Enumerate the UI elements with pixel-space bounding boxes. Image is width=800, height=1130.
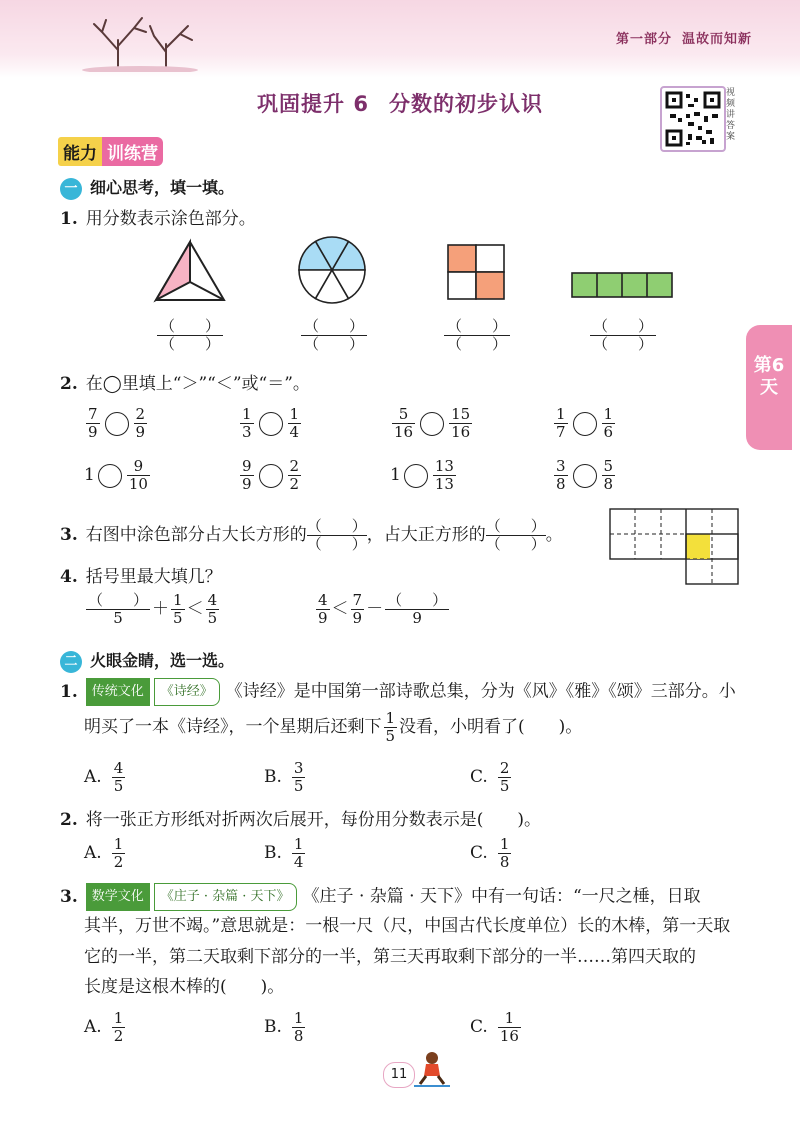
fraction-numerator: 1: [498, 1010, 521, 1028]
header-part: 第一部分: [615, 32, 672, 47]
fraction-denominator: 8: [293, 1027, 304, 1045]
option-fraction: [112, 836, 126, 871]
question-3: [60, 518, 563, 553]
fraction-numerator: 3: [556, 457, 566, 475]
question-4-right-blank[interactable]: $\frac{( )}{9}$: [387, 591, 448, 627]
answer-blank-4[interactable]: （ ） （ ）: [590, 318, 656, 353]
fraction-denominator: 3: [242, 423, 252, 441]
book-tag-zhuangzi: 《庄子 · 杂篇 · 天下》: [154, 883, 297, 911]
comparison-item: [390, 406, 474, 441]
rectangle-strip-figure: [570, 271, 674, 299]
fraction-numerator: 4: [113, 759, 124, 777]
choice-question-1: 1. 传统文化 《诗经》 《诗经》是中国第一部诗歌总集，分为《风》《雅》《颂》三部分。小: [60, 678, 750, 706]
section-two-title: 火眼金睛，选一选。: [90, 651, 235, 670]
fraction-numerator: 3: [293, 759, 304, 777]
fraction-denominator: 13: [434, 475, 454, 493]
fraction-numerator: 9: [242, 457, 252, 475]
left-fraction: [240, 458, 254, 493]
option-label: A.: [84, 1017, 102, 1037]
question-3-blank-1[interactable]: $\frac{( )}{( )}$: [306, 517, 367, 553]
fraction-numerator: 5: [392, 406, 415, 424]
section-one-icon: 一: [60, 178, 82, 200]
left-fraction: [240, 406, 254, 441]
option-c[interactable]: [470, 760, 513, 795]
question-4-right-expression: $\frac{4}{9}$ ＜ $\frac{7}{9}$ － $\frac{( )}{9}$: [318, 591, 448, 627]
question-3-blank-2[interactable]: $\frac{( )}{( )}$: [485, 517, 546, 553]
book-tag: 《诗经》: [154, 678, 220, 706]
choice-question-3-line-3: 它的一半，第二天取剩下部分的一半，第三天再取剩下部分的一半……第四天取的: [84, 947, 696, 967]
comparison-item: [238, 458, 303, 493]
section-one-title: 细心思考，填一填。: [90, 178, 235, 197]
square-figure: [446, 243, 506, 301]
left-fraction: [86, 406, 100, 441]
answer-blank-3[interactable]: （ ） （ ）: [444, 318, 510, 353]
circle-figure: [296, 234, 368, 306]
option-fraction: [498, 760, 512, 795]
option-label: B.: [264, 843, 282, 863]
right-fraction: [288, 406, 302, 441]
fraction-denominator: 16: [451, 423, 471, 441]
option-label: B.: [264, 1017, 282, 1037]
math-culture-tag: 数学文化: [86, 883, 150, 911]
grid-rectangle-figure: [608, 507, 740, 587]
question-1: [60, 206, 256, 232]
option-a[interactable]: [84, 836, 127, 871]
comparison-circle[interactable]: [105, 412, 129, 436]
question-4-text: 括号里最大填几？: [85, 567, 222, 587]
left-fraction: [554, 406, 568, 441]
skater-icon: [412, 1050, 452, 1090]
right-fraction: [127, 458, 150, 493]
fraction-denominator: 2: [113, 853, 124, 871]
option-fraction: [292, 836, 306, 871]
comparison-item: [552, 406, 617, 441]
traditional-culture-tag: 传统文化: [86, 678, 150, 706]
question-2-text: 在◯里填上“＞”“＜”或“＝”。: [85, 374, 310, 394]
option-label: C.: [470, 1017, 488, 1037]
option-fraction: [498, 1010, 521, 1045]
option-label: C.: [470, 843, 488, 863]
fraction-numerator: 1: [293, 835, 304, 853]
option-a[interactable]: [84, 760, 127, 795]
choice-question-3: 3. 数学文化 《庄子 · 杂篇 · 天下》 《庄子 · 杂篇 · 天下》中有一句话：“一尺之棰，日取: [60, 883, 760, 911]
comparison-circle[interactable]: [259, 464, 283, 488]
fraction-denominator: 5: [499, 777, 510, 795]
question-3-text-2: ，占大正方形的: [366, 525, 486, 545]
fraction-denominator: 8: [603, 475, 614, 493]
fraction-denominator: 7: [556, 423, 566, 441]
qr-code-icon[interactable]: [660, 86, 726, 152]
question-3-text-3: 。: [545, 525, 563, 545]
fraction-numerator: 7: [88, 405, 98, 423]
page-number: 11: [383, 1062, 415, 1088]
fraction-numerator: 1: [293, 1009, 304, 1027]
right-fraction: [449, 406, 472, 441]
fraction-denominator: 9: [242, 475, 252, 493]
fraction-denominator: 5: [293, 777, 304, 795]
section-two-icon: 二: [60, 651, 82, 673]
fraction-denominator: 5: [113, 777, 124, 795]
fraction-denominator: 9: [135, 423, 146, 441]
badge-part-a: 能力: [58, 137, 102, 166]
title-prefix: 巩固提升 6: [257, 92, 369, 116]
question-2: [60, 371, 310, 397]
option-fraction: [112, 1010, 126, 1045]
option-c[interactable]: [470, 836, 513, 871]
question-4: [60, 564, 222, 590]
fraction-numerator: 5: [603, 457, 614, 475]
option-label: C.: [470, 767, 488, 787]
right-fraction: [433, 458, 456, 493]
fraction-denominator: 10: [128, 475, 148, 493]
question-3-number: 3.: [60, 525, 78, 545]
fraction-numerator: 2: [499, 759, 510, 777]
right-fraction: [134, 406, 148, 441]
section-badge: [58, 137, 163, 165]
qr-code-block[interactable]: [660, 86, 740, 154]
option-b[interactable]: [264, 760, 307, 795]
whole-number: 1: [84, 465, 95, 485]
option-a[interactable]: [84, 1010, 127, 1045]
fraction-numerator: 9: [127, 458, 150, 476]
fraction-numerator: 1: [603, 405, 614, 423]
question-4-number: 4.: [60, 567, 78, 587]
question-4-left-expression: $\frac{( )}{5}$ ＋ $\frac{1}{5}$ ＜ $\frac{4}{5}$: [88, 591, 218, 627]
tree-illustration: [80, 10, 200, 72]
fraction-numerator: 2: [289, 457, 300, 475]
fraction-numerator: 1: [556, 405, 566, 423]
question-4-left-blank[interactable]: $\frac{( )}{5}$: [88, 591, 149, 627]
question-1-text: 用分数表示涂色部分。: [85, 209, 256, 229]
day-side-tab: 第6天: [746, 325, 792, 450]
fraction-denominator: 4: [289, 423, 300, 441]
triangle-figure: [150, 238, 230, 304]
header-text: [616, 28, 752, 47]
comparison-circle[interactable]: [259, 412, 283, 436]
section-one-heading: [60, 175, 234, 200]
comparison-circle[interactable]: [98, 464, 122, 488]
fraction-denominator: 6: [603, 423, 614, 441]
choice-question-3-line-2: 其半，万世不竭。”意思就是：一根一尺（尺，中国古代长度单位）长的木棒，第一天取: [84, 916, 731, 936]
option-fraction: [292, 1010, 306, 1045]
answer-blank-2[interactable]: （ ） （ ）: [301, 318, 367, 353]
option-b[interactable]: [264, 1010, 307, 1045]
option-b[interactable]: [264, 836, 307, 871]
fraction-numerator: 13: [434, 457, 454, 475]
right-fraction: [288, 458, 302, 493]
choice-question-1-line-2: 明买了一本《诗经》，一个星期后还剩下 $\frac{1}{5}$ 没看，小明看了( )。: [84, 709, 583, 745]
fraction-numerator: 1: [113, 1009, 124, 1027]
comparison-item: [84, 406, 149, 441]
comparison-circle[interactable]: [573, 464, 597, 488]
answer-blank-1[interactable]: （ ） （ ）: [157, 318, 223, 353]
question-1-number: 1.: [60, 209, 78, 229]
left-fraction: [554, 458, 568, 493]
fraction-numerator: 1: [113, 835, 124, 853]
right-fraction: [602, 406, 616, 441]
fraction-numerator: 1: [289, 405, 300, 423]
fraction-denominator: 2: [113, 1027, 124, 1045]
option-label: B.: [264, 767, 282, 787]
question-2-number: 2.: [60, 374, 78, 394]
comparison-circle[interactable]: [420, 412, 444, 436]
badge-part-b: 训练营: [102, 137, 163, 166]
fraction-numerator: 1: [242, 405, 252, 423]
qr-side-label: 视频讲答案: [726, 88, 736, 142]
comparison-circle[interactable]: [573, 412, 597, 436]
left-fraction: [392, 406, 415, 441]
right-fraction: [602, 458, 616, 493]
option-fraction: [112, 760, 126, 795]
fraction-numerator: 1: [499, 835, 510, 853]
comparison-item: [552, 458, 617, 493]
fraction-denominator: 16: [499, 1027, 519, 1045]
choice-question-2: 2. 将一张正方形纸对折两次后展开，每份用分数表示是( )。: [60, 810, 542, 830]
fraction-denominator: 8: [556, 475, 566, 493]
header-motto: 温故而知新: [681, 32, 752, 47]
fraction-denominator: 8: [499, 853, 510, 871]
question-3-text-1: 右图中涂色部分占大长方形的: [85, 525, 307, 545]
option-label: A.: [84, 767, 102, 787]
fraction-denominator: 4: [293, 853, 304, 871]
option-fraction: [292, 760, 306, 795]
fraction-denominator: 16: [394, 423, 414, 441]
comparison-item: [238, 406, 303, 441]
comparison-circle[interactable]: [404, 464, 428, 488]
whole-number: 1: [390, 465, 401, 485]
fraction-numerator: 2: [135, 405, 146, 423]
comparison-item: [390, 458, 458, 493]
option-label: A.: [84, 843, 102, 863]
fraction-numerator: 15: [451, 405, 471, 423]
choice-question-3-line-4: 长度是这根木棒的( )。: [84, 977, 285, 997]
option-c[interactable]: [470, 1010, 523, 1045]
comparison-item: [84, 458, 152, 493]
section-two-heading: [60, 648, 234, 673]
fraction-denominator: 9: [88, 423, 98, 441]
option-fraction: [498, 836, 512, 871]
fraction-denominator: 2: [289, 475, 300, 493]
title-main: 分数的初步认识: [388, 92, 543, 116]
